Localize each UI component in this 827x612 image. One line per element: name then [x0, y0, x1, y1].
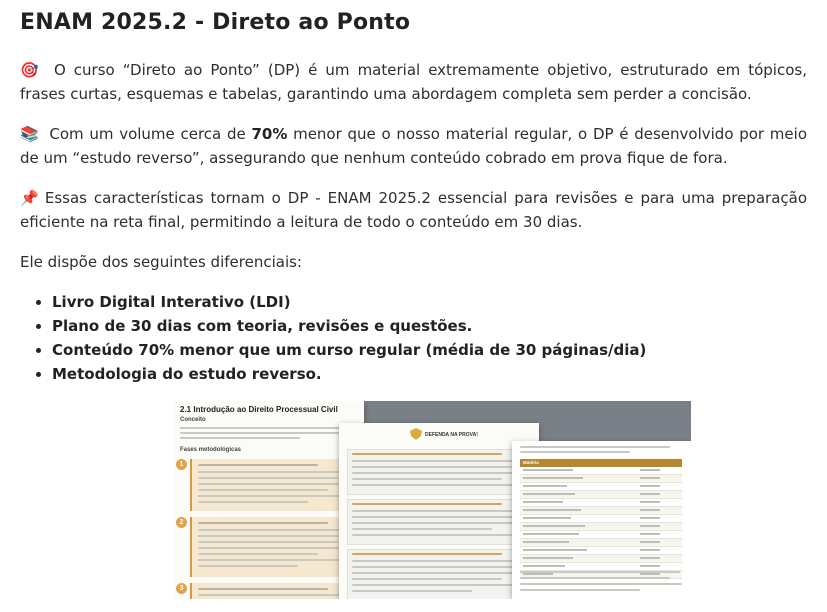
- preview-question-box: [347, 549, 533, 599]
- pushpin-icon: 📌: [20, 189, 41, 207]
- material-preview-image: [174, 401, 691, 599]
- list-item: • Conteúdo 70% menor que um curso regular (média de 30 páginas/dia): [52, 338, 646, 362]
- preview-step: [190, 583, 356, 599]
- features-text: Essas características tornam o DP - ENAM 2025.2 essencial para revisões e para uma preparação eficiente na reta final, permitindo a leitura de todo o conteúdo em 30 dias.: [20, 189, 807, 231]
- preview-left-section: Fases metodológicas: [180, 447, 242, 453]
- preview-left-title: 2.1 Introdução ao Direito Processual Civil: [180, 405, 338, 414]
- preview-table: [520, 459, 682, 579]
- preview-question-box: [347, 449, 533, 495]
- differentials-list: [20, 290, 646, 386]
- differentials-intro: Ele dispõe dos seguintes diferenciais:: [20, 253, 302, 271]
- volume-text-post: menor que o nosso material regular, o DP é desenvolvido por meio de um “estudo reverso”, assegurando que nenhum conteúdo cobrado em prova fique de fora.: [20, 125, 807, 167]
- step-badge: 2: [176, 517, 187, 528]
- preview-right-page: [512, 441, 691, 599]
- preview-logo-text: DEFENDA NA PROVA!: [425, 432, 478, 438]
- step-badge: 3: [176, 583, 187, 594]
- preview-step: [190, 459, 356, 511]
- volume-paragraph: [20, 122, 807, 170]
- features-paragraph: [20, 186, 807, 234]
- preview-question-box: [347, 499, 533, 545]
- list-item: • Plano de 30 dias com teoria, revisões e questões.: [52, 314, 646, 338]
- volume-text-pre: Com um volume cerca de: [43, 125, 252, 143]
- intro-paragraph: [20, 58, 807, 106]
- books-icon: 📚: [20, 125, 40, 143]
- preview-table-header: Matéria: [520, 459, 682, 467]
- shield-icon: [409, 428, 423, 440]
- preview-left-subtitle: Conceito: [180, 417, 206, 423]
- list-item: • Metodologia do estudo reverso.: [52, 362, 646, 386]
- intro-text: O curso “Direto ao Ponto” (DP) é um material extremamente objetivo, estruturado em tópicos, frases curtas, esquemas e tabelas, garantindo uma abordagem completa sem perder a concisão.: [20, 61, 807, 103]
- preview-left-page: [174, 401, 364, 599]
- list-item: • Livro Digital Interativo (LDI): [52, 290, 646, 314]
- preview-step: [190, 517, 356, 577]
- page-title: ENAM 2025.2 - Direto ao Ponto: [20, 10, 411, 35]
- volume-percent: 70%: [251, 125, 288, 143]
- step-badge: 1: [176, 459, 187, 470]
- preview-middle-page: [339, 423, 539, 599]
- target-icon: 🎯: [20, 61, 42, 79]
